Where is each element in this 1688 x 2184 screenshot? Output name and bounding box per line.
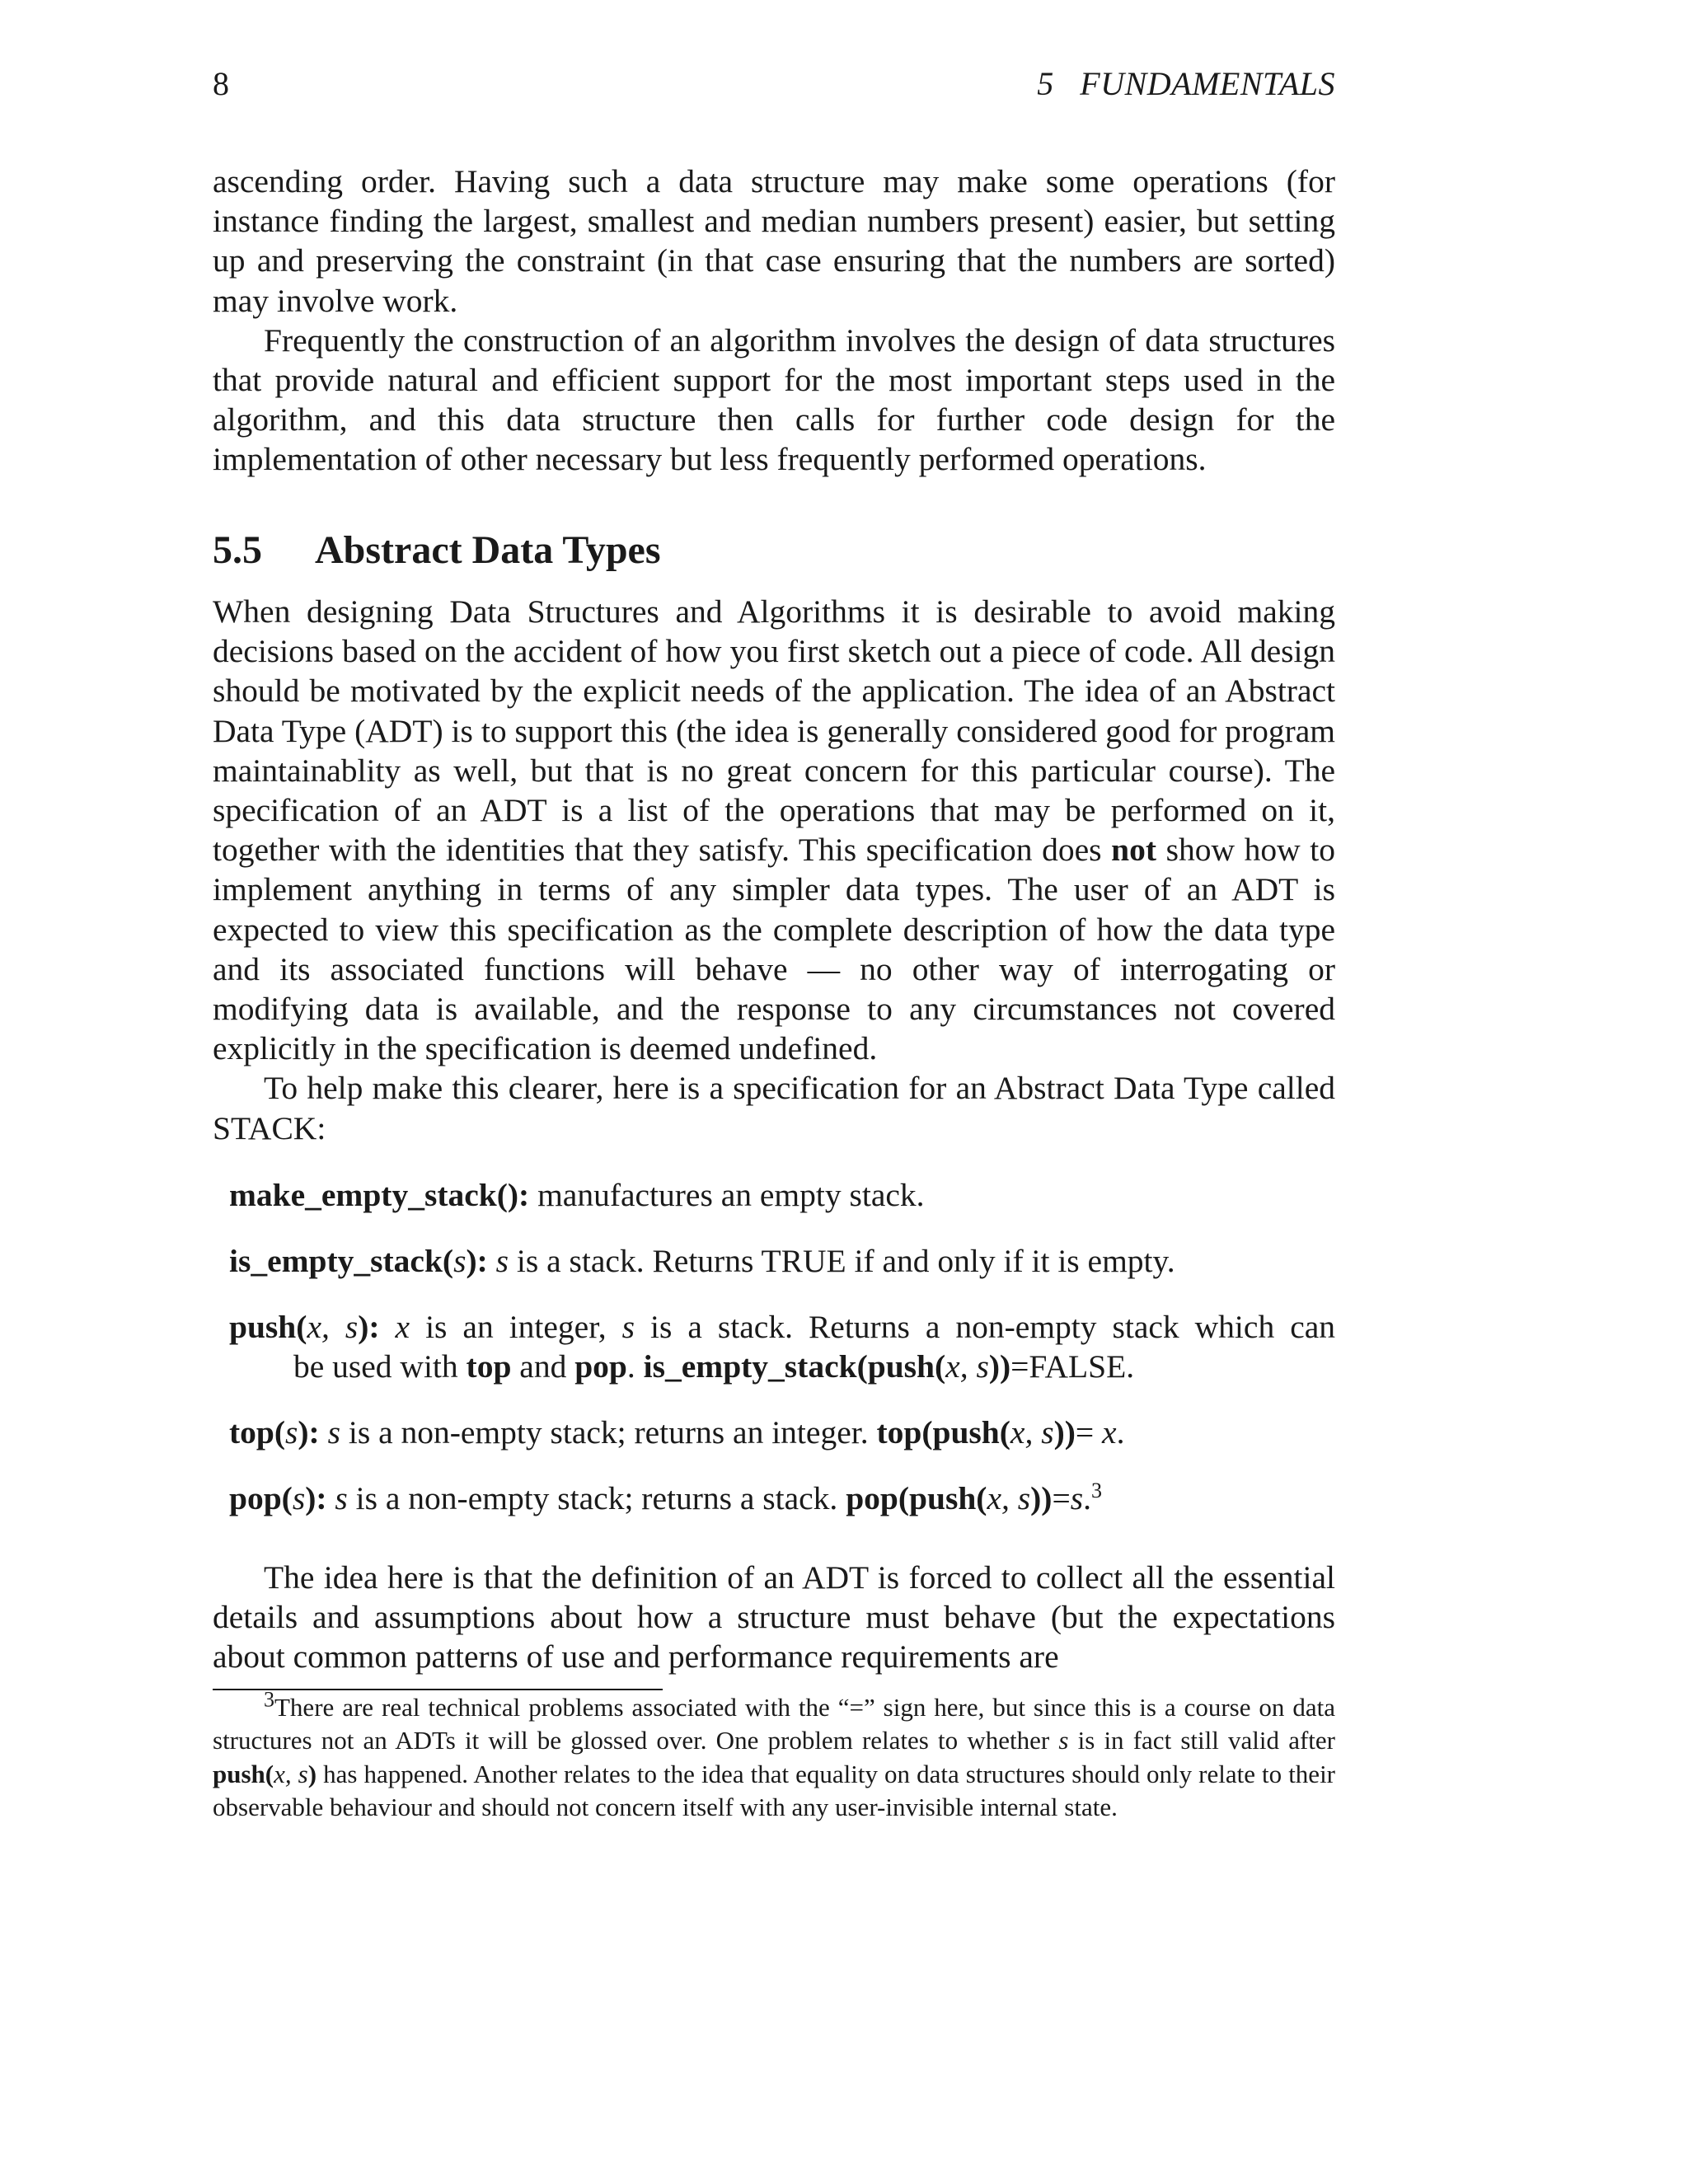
punctuation: . (1116, 1414, 1125, 1451)
spec-description: . (626, 1348, 644, 1385)
math-var: x (395, 1309, 410, 1345)
identity-equals: = (1052, 1480, 1071, 1516)
page-number: 8 (213, 65, 229, 102)
identity-equals: = (1075, 1414, 1103, 1451)
spec-description: manufactures an empty stack. (529, 1177, 925, 1213)
spec-term-close: ): (298, 1414, 320, 1451)
math-var: s (453, 1243, 467, 1279)
closing-text (213, 1558, 1335, 1677)
spec-item-make-empty-stack (229, 1175, 1335, 1215)
spec-item-top (229, 1413, 1335, 1452)
identity-term-close: )) (988, 1348, 1011, 1385)
intro-paragraph-2: Frequently the construction of an algorithm involves the design of data structures that provide natural and efficient support for the most important steps used in the algorithm, and this data structure then calls for further code design for the implementation of other necessary but less frequently performed operations. (213, 321, 1335, 478)
math-var: s (495, 1243, 509, 1279)
section-paragraph-1-text-b: show how to implement anything in terms of any simpler data types. The user of an ADT is expected to view this specification as the complete description of how the data type and its associated functions will behave — no other way of interrogating or modifying data is available, and the response to any circumstances not covered explicitly in the specification is deemed undefined. (213, 832, 1335, 1067)
footnote-marker[interactable]: 3 (1090, 1478, 1102, 1502)
spec-push-line-1 (229, 1307, 1335, 1347)
running-header (213, 59, 1335, 109)
spec-push-line-2 (229, 1347, 1335, 1386)
math-var: x (1102, 1414, 1117, 1451)
math-var: s (1070, 1480, 1084, 1516)
identity-term: pop(push( (846, 1480, 987, 1516)
section-paragraph-1-text-a: When designing Data Structures and Algorithms it is desirable to avoid making decisions based on the accident of how you first sketch out a piece of code. All design should be motivated by the explicit needs of the application. The idea of an Abstract Data Type (ADT) is to support this (the idea is generally considered good for program maintainablity as well, but that is no great concern for this particular course). The specification of an ADT is a list of the operations that may be performed on it, together with the identities that they satisfy. This specification does (213, 593, 1335, 869)
spec-description: is an integer, (410, 1309, 622, 1345)
section-heading (213, 524, 1335, 577)
section-number: 5.5 (213, 528, 262, 572)
intro-paragraph-1: ascending order. Having such a data structure may make some operations (for instance finding the largest, smallest and median numbers present) easier, but setting up and preserving the constraint (in that case ensuring that the numbers are sorted) may involve work. (213, 163, 1335, 319)
footnote-divider (213, 1689, 663, 1690)
math-var: s (621, 1309, 635, 1345)
chapter-title: 5 FUNDAMENTALS (1037, 65, 1335, 102)
closing-paragraph: The idea here is that the definition of an ADT is forced to collect all the essential details and assumptions about how a structure must behave (but the expectations about common patterns of use and performance requirements are (213, 1559, 1335, 1675)
keyword-pop: pop (574, 1348, 627, 1385)
spec-term-close: ): (305, 1480, 327, 1516)
spec-term-close: ): (358, 1309, 380, 1345)
spec-description: is a non-empty stack; returns a stack. (347, 1480, 846, 1516)
spec-term: make_empty_stack(): (229, 1177, 530, 1213)
math-var: s (327, 1414, 340, 1451)
intro-text (213, 162, 1335, 480)
spec-description: and (511, 1348, 575, 1385)
section-paragraph-1 (213, 592, 1335, 1068)
math-vars: x, s (1010, 1414, 1054, 1451)
identity-term-close: )) (1030, 1480, 1053, 1516)
spec-description: be used with (293, 1348, 467, 1385)
spec-item-is-empty-stack (229, 1241, 1335, 1281)
keyword-top: top (466, 1348, 512, 1385)
spec-term: pop( (229, 1480, 293, 1516)
footnote (213, 1687, 1336, 1824)
spec-item-push (229, 1307, 1335, 1386)
spec-term: push( (229, 1309, 307, 1345)
identity-term-close: )) (1053, 1414, 1076, 1451)
emphasis-not: not (1111, 832, 1157, 869)
identity-term: top(push( (876, 1414, 1010, 1451)
section-paragraph-2: To help make this clearer, here is a specification for an Abstract Data Type called STACK: (213, 1070, 1335, 1146)
math-var: s (285, 1414, 298, 1451)
section-title: Abstract Data Types (315, 528, 661, 572)
spec-description: is a non-empty stack; returns an integer. (340, 1414, 877, 1451)
spec-item-pop (229, 1479, 1335, 1518)
identity-term: is_empty_stack(push( (643, 1348, 946, 1385)
footnote-push-term: push( (213, 1759, 274, 1788)
spec-description: is a stack. Returns a non-empty stack which can (635, 1309, 1336, 1345)
math-vars: x, s (945, 1348, 989, 1385)
footnote-push-close: ) (307, 1759, 317, 1788)
math-vars: x, s (987, 1480, 1031, 1516)
spec-term: top( (229, 1414, 286, 1451)
footnote-text-b: is in fact still valid after (1068, 1726, 1335, 1755)
spec-term-close: ): (466, 1243, 488, 1279)
punctuation: . (1083, 1480, 1091, 1516)
section-body (213, 592, 1335, 1148)
footnote-number: 3 (264, 1687, 274, 1712)
math-var: s (1058, 1726, 1069, 1755)
math-vars: x, s (307, 1309, 359, 1345)
footnote-text-a: There are real technical problems associated with the “=” sign here, but since this is a course on data structures not an ADTs it will be glossed over. One problem relates to whether (213, 1693, 1335, 1755)
spec-term: is_empty_stack( (229, 1243, 454, 1279)
spec-description: is a stack. Returns TRUE if and only if it is empty. (509, 1243, 1175, 1279)
identity-result: =FALSE. (1010, 1348, 1135, 1385)
math-var: s (335, 1480, 348, 1516)
footnote-paragraph (213, 1687, 1336, 1824)
footnote-text-c: has happened. Another relates to the idea that equality on data structures should only relate to their observable behaviour and should not concern itself with any user-invisible internal state. (213, 1759, 1336, 1821)
math-var: s (292, 1480, 306, 1516)
math-vars: x, s (274, 1759, 308, 1788)
